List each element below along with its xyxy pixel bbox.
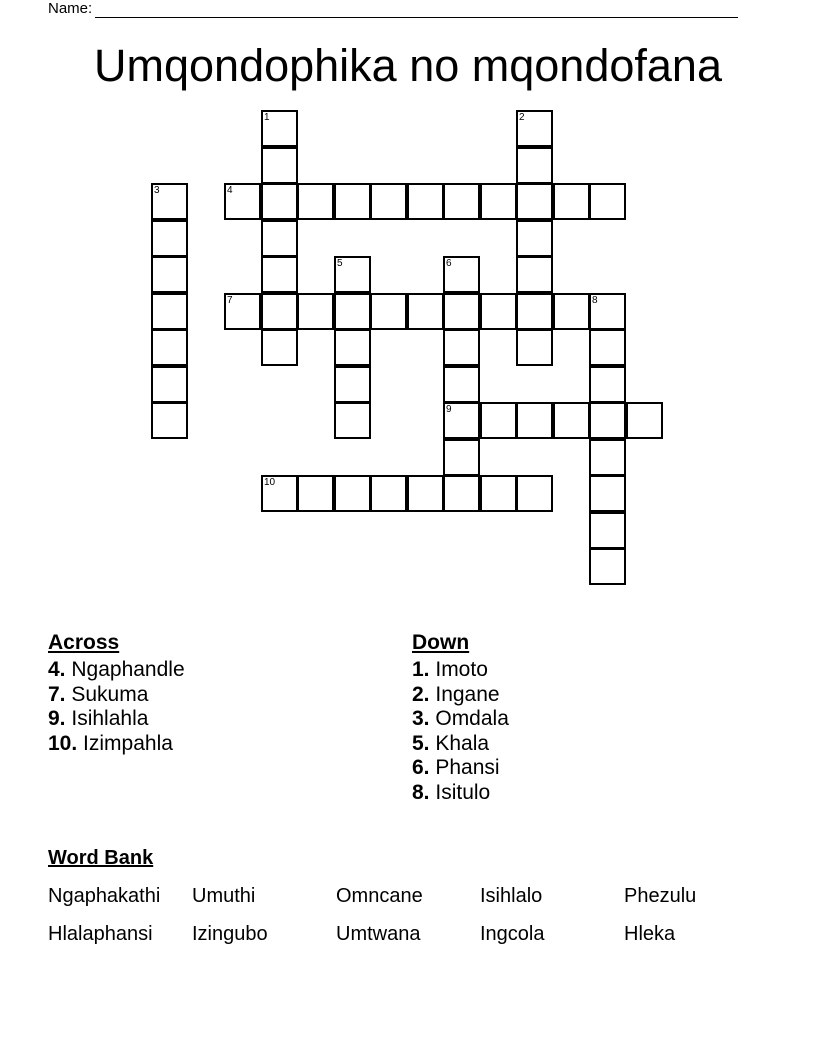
grid-cell[interactable]	[480, 183, 517, 220]
across-clues	[48, 630, 185, 756]
grid-cell[interactable]	[261, 329, 298, 366]
grid-cell[interactable]	[297, 293, 334, 330]
clue-number: 6	[446, 258, 452, 269]
down-clues	[412, 630, 509, 805]
grid-cell[interactable]	[626, 402, 663, 439]
grid-cell[interactable]	[334, 475, 371, 512]
down-clue-8: 8. Isitulo	[412, 780, 491, 804]
clue-number: 7	[227, 295, 233, 306]
grid-cell[interactable]	[480, 475, 517, 512]
grid-cell[interactable]	[370, 183, 407, 220]
page-title: Umqondophika no mqondofana	[94, 40, 722, 91]
grid-cell[interactable]	[261, 220, 298, 257]
grid-cell[interactable]	[589, 183, 626, 220]
grid-cell[interactable]	[151, 366, 188, 403]
grid-cell[interactable]	[443, 183, 480, 220]
across-clue-10: 10. Izimpahla	[48, 731, 173, 755]
grid-cell[interactable]	[443, 475, 480, 512]
grid-cell[interactable]	[261, 183, 298, 220]
grid-cell[interactable]	[334, 256, 371, 293]
grid-cell[interactable]	[516, 110, 553, 147]
down-clue-1: 1. Imoto	[412, 658, 488, 681]
grid-cell[interactable]	[589, 293, 626, 330]
clue-number: 8	[592, 295, 598, 306]
word-bank-item: Hleka	[624, 923, 676, 945]
grid-cell[interactable]	[516, 147, 553, 184]
grid-cell[interactable]	[261, 110, 298, 147]
word-bank-item: Ingcola	[480, 923, 545, 945]
across-clue-7: 7. Sukuma	[48, 682, 149, 706]
grid-cell[interactable]	[589, 329, 626, 366]
word-bank-item: Phezulu	[624, 885, 697, 907]
grid-cell[interactable]	[553, 402, 590, 439]
grid-cell[interactable]	[516, 183, 553, 220]
grid-cell[interactable]	[261, 293, 298, 330]
clue-number: 5	[337, 258, 343, 269]
grid-cell[interactable]	[553, 183, 590, 220]
clue-number: 3	[154, 185, 160, 196]
grid-cell[interactable]	[261, 256, 298, 293]
grid-cell[interactable]	[297, 475, 334, 512]
grid-cell[interactable]	[480, 293, 517, 330]
grid-cell[interactable]	[443, 256, 480, 293]
grid-cell[interactable]	[261, 147, 298, 184]
grid-cell[interactable]	[151, 256, 188, 293]
grid-cell[interactable]	[589, 402, 626, 439]
word-bank-item: Umuthi	[192, 885, 256, 907]
clue-number: 10	[264, 477, 276, 488]
word-bank-item: Omncane	[336, 885, 423, 907]
grid-cell[interactable]	[370, 475, 407, 512]
grid-cell[interactable]	[334, 402, 371, 439]
clue-number: 2	[519, 112, 525, 123]
grid-cell[interactable]	[151, 402, 188, 439]
grid-cell[interactable]	[443, 439, 480, 476]
grid-cell[interactable]	[516, 256, 553, 293]
word-bank-item: Isihlalo	[480, 885, 543, 907]
grid-cell[interactable]	[443, 402, 480, 439]
across-clue-4: 4. Ngaphandle	[48, 658, 185, 681]
grid-cell[interactable]	[334, 366, 371, 403]
grid-cell[interactable]	[516, 329, 553, 366]
grid-cell[interactable]	[443, 329, 480, 366]
down-clue-5: 5. Khala	[412, 731, 490, 755]
grid-cell[interactable]	[224, 293, 261, 330]
across-heading: Across	[48, 631, 120, 654]
clue-number: 9	[446, 404, 452, 415]
grid-cell[interactable]	[553, 293, 590, 330]
grid-cell[interactable]	[443, 366, 480, 403]
grid-cell[interactable]	[516, 475, 553, 512]
word-bank-item: Izingubo	[192, 923, 268, 945]
word-bank-item: Umtwana	[336, 923, 421, 945]
grid-cell[interactable]	[334, 329, 371, 366]
grid-cell[interactable]	[334, 183, 371, 220]
grid-cell[interactable]	[151, 293, 188, 330]
down-heading: Down	[412, 631, 470, 654]
grid-cell[interactable]	[407, 293, 444, 330]
word-bank-item: Hlalaphansi	[48, 923, 153, 945]
grid-cell[interactable]	[334, 293, 371, 330]
grid-cell[interactable]	[516, 220, 553, 257]
grid-cell[interactable]	[589, 439, 626, 476]
word-bank-item: Ngaphakathi	[48, 885, 161, 907]
down-clue-6: 6. Phansi	[412, 756, 500, 779]
word-bank-heading: Word Bank	[48, 847, 154, 869]
grid-cell[interactable]	[516, 293, 553, 330]
grid-cell[interactable]	[224, 183, 261, 220]
grid-cell[interactable]	[443, 293, 480, 330]
grid-cell[interactable]	[589, 475, 626, 512]
grid-cell[interactable]	[151, 183, 188, 220]
grid-cell[interactable]	[516, 402, 553, 439]
name-label: Name:	[48, 0, 93, 17]
grid-cell[interactable]	[407, 475, 444, 512]
down-clue-2: 2. Ingane	[412, 682, 500, 706]
clue-number: 1	[264, 112, 270, 123]
grid-cell[interactable]	[370, 293, 407, 330]
grid-cell[interactable]	[589, 548, 626, 585]
grid-cell[interactable]	[151, 220, 188, 257]
grid-cell[interactable]	[297, 183, 334, 220]
grid-cell[interactable]	[480, 402, 517, 439]
clue-number: 4	[227, 185, 233, 196]
grid-cell[interactable]	[407, 183, 444, 220]
grid-cell[interactable]	[151, 329, 188, 366]
grid-cell[interactable]	[589, 512, 626, 549]
down-clue-3: 3. Omdala	[412, 707, 509, 730]
grid-cell[interactable]	[589, 366, 626, 403]
across-clue-9: 9. Isihlahla	[48, 707, 149, 730]
grid-cell[interactable]	[261, 475, 298, 512]
